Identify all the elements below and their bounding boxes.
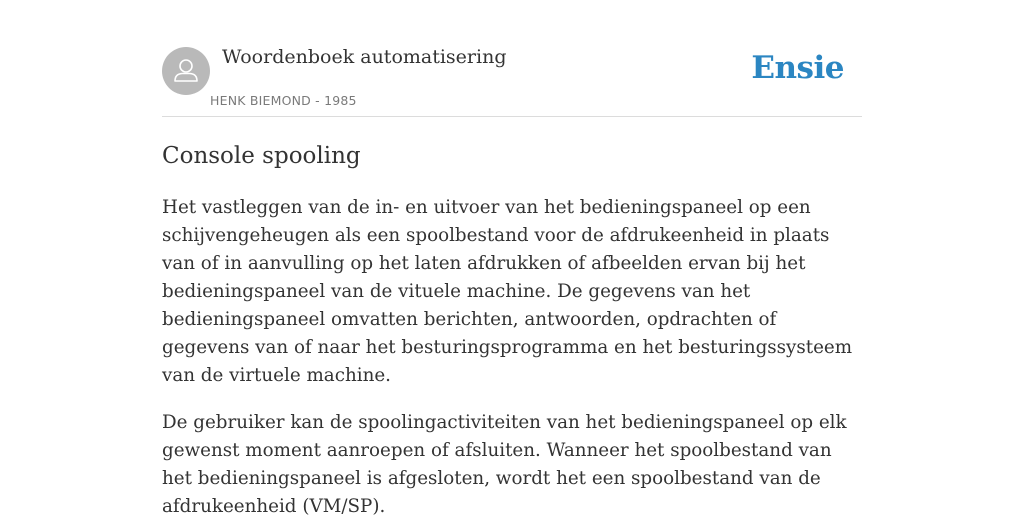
- author-separator: -: [315, 93, 320, 108]
- author-name[interactable]: HENK BIEMOND: [210, 93, 311, 108]
- definition-paragraph: De gebruiker kan de spoolingactiviteiten van het bedieningspaneel op elk gewenst moment aanroepen of afsluiten. Wanneer het spoolbestand van het bedieningspaneel is afgesloten, wordt het een spoolbestand van de afdrukeenheid (VM/SP).: [162, 412, 847, 517]
- definition-paragraph: Het vastleggen van de in- en uitvoer van het bedieningspaneel op een schijvengeheugen als een spoolbestand voor de afdrukeenheid in plaats van of in aanvulling op het laten afdrukken of afbeelden ervan bij het bedieningspaneel van de vituele machine. De gegevens van het bedieningspaneel omvatten berichten, antwoorden, opdrachten of gegevens van of naar het besturingsprogramma en het besturingssysteem van de virtuele machine.: [162, 197, 853, 386]
- entry-header: [162, 40, 862, 117]
- author-line: [210, 93, 357, 108]
- user-avatar-icon[interactable]: [162, 47, 210, 95]
- definition-body: [162, 194, 862, 521]
- entry-title: Console spooling: [162, 143, 361, 169]
- user-outline-icon: [162, 47, 210, 95]
- ensie-logo-link[interactable]: Ensie: [751, 50, 844, 86]
- entry-card: [162, 40, 862, 521]
- publication-year: 1985: [324, 93, 357, 108]
- book-title[interactable]: Woordenboek automatisering: [222, 46, 507, 68]
